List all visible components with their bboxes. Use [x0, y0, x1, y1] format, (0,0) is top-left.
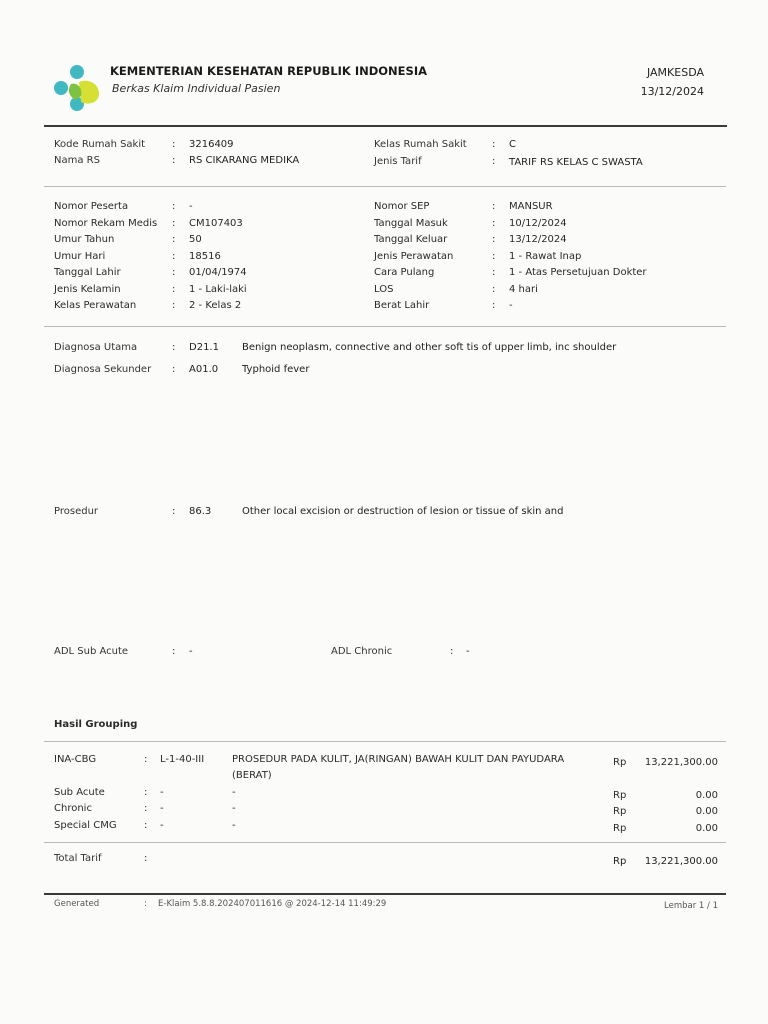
- header-divider: [44, 125, 727, 127]
- field-value: 1 - Laki-laki: [189, 283, 247, 295]
- adl-sub-acute-label: ADL Sub Acute: [54, 646, 129, 657]
- separator: :: [172, 646, 176, 657]
- separator: :: [172, 155, 176, 166]
- prosedur-desc: Other local excision or destruction of lesion or tissue of skin and: [242, 506, 564, 517]
- field-label: Tanggal Masuk: [374, 217, 448, 229]
- separator: :: [492, 217, 496, 229]
- field-label: Tanggal Lahir: [54, 267, 121, 278]
- section-divider: [44, 186, 726, 187]
- separator: :: [172, 506, 176, 517]
- diagnosa-utama-label: Diagnosa Utama: [54, 342, 138, 353]
- diagnosa-sekunder-label: Diagnosa Sekunder: [54, 364, 152, 375]
- grouping-row-currency: Rp: [613, 757, 627, 768]
- separator: :: [172, 364, 176, 375]
- field-value: MANSUR: [509, 201, 553, 212]
- field-label: Jenis Kelamin: [54, 283, 121, 295]
- grouping-row-code: L-1-40-III: [160, 754, 205, 765]
- kode-rs-value: 3216409: [189, 139, 234, 150]
- diagnosa-utama-code: D21.1: [189, 342, 219, 353]
- jenis-tarif-label: Jenis Tarif: [374, 156, 422, 167]
- separator: :: [492, 283, 496, 295]
- prosedur-label: Prosedur: [54, 506, 99, 517]
- field-label: Kelas Perawatan: [54, 300, 137, 311]
- kelas-rs-label: Kelas Rumah Sakit: [374, 139, 467, 150]
- separator: :: [450, 646, 454, 657]
- separator: :: [144, 820, 148, 831]
- grouping-row-amount: 13,221,300.00: [644, 757, 718, 768]
- field-value: 2 - Kelas 2: [189, 300, 242, 311]
- nama-rs-value: RS CIKARANG MEDIKA: [189, 155, 300, 166]
- kode-rs-label: Kode Rumah Sakit: [54, 139, 146, 150]
- diagnosa-sekunder-code: A01.0: [189, 364, 219, 375]
- separator: :: [172, 300, 176, 311]
- generated-label: Generated: [54, 899, 100, 909]
- separator: :: [172, 139, 176, 150]
- org-subtitle: Berkas Klaim Individual Pasien: [112, 82, 281, 95]
- field-value: 4 hari: [509, 283, 538, 295]
- adl-chronic-label: ADL Chronic: [331, 646, 393, 657]
- separator: :: [144, 787, 148, 798]
- adl-sub-acute-value: -: [189, 646, 193, 657]
- grouping-row-label: INA-CBG: [54, 754, 97, 765]
- separator: :: [492, 234, 496, 245]
- field-label: Jenis Perawatan: [374, 250, 454, 262]
- field-value: -: [189, 201, 193, 212]
- grouping-row-currency: Rp: [613, 790, 627, 801]
- separator: :: [172, 250, 176, 262]
- separator: :: [172, 217, 176, 229]
- grouping-row-amount: 0.00: [695, 806, 718, 817]
- field-label: Berat Lahir: [374, 300, 430, 311]
- total-tarif-label: Total Tarif: [54, 853, 102, 864]
- separator: :: [172, 201, 176, 212]
- field-value: 01/04/1974: [189, 267, 247, 278]
- ministry-logo-icon: [49, 60, 105, 116]
- prosedur-code: 86.3: [189, 506, 212, 517]
- grouping-title: Hasil Grouping: [54, 719, 138, 730]
- separator: :: [492, 250, 496, 262]
- separator: :: [172, 283, 176, 295]
- grouping-row-code: -: [160, 787, 164, 798]
- separator: :: [492, 267, 496, 278]
- separator: :: [172, 267, 176, 278]
- org-title: KEMENTERIAN KESEHATAN REPUBLIK INDONESIA: [110, 64, 428, 78]
- field-value: 13/12/2024: [509, 234, 567, 245]
- grouping-row-label: Chronic: [54, 803, 92, 814]
- diagnosa-sekunder-desc: Typhoid fever: [242, 364, 310, 375]
- generated-value: E-Klaim 5.8.8.202407011616 @ 2024-12-14 11:49:29: [158, 899, 387, 909]
- total-currency: Rp: [613, 856, 627, 867]
- grouping-row-code: -: [160, 803, 164, 814]
- page-number: Lembar 1 / 1: [664, 901, 718, 911]
- grouping-row-currency: Rp: [613, 806, 627, 817]
- grouping-row-desc: PROSEDUR PADA KULIT, JA(RINGAN) BAWAH KULIT DAN PAYUDARA: [232, 754, 565, 765]
- kelas-rs-value: C: [509, 139, 516, 150]
- field-label: Nomor Rekam Medis: [54, 217, 158, 229]
- adl-chronic-value: -: [466, 646, 470, 657]
- field-label: Nomor SEP: [374, 201, 430, 212]
- grouping-row-code: -: [160, 820, 164, 831]
- grouping-row-label: Sub Acute: [54, 787, 105, 798]
- grouping-row-amount: 0.00: [695, 823, 718, 834]
- grouping-row-desc-continued: (BERAT): [232, 770, 272, 781]
- grouping-row-label: Special CMG: [54, 820, 117, 831]
- grouping-row-desc: -: [232, 803, 236, 814]
- field-label: LOS: [374, 283, 394, 295]
- field-label: Nomor Peserta: [54, 201, 129, 212]
- section-divider: [44, 842, 726, 843]
- grouping-row-currency: Rp: [613, 823, 627, 834]
- separator: :: [492, 201, 496, 212]
- field-label: Umur Tahun: [54, 234, 115, 245]
- separator: :: [144, 803, 148, 814]
- field-value: 1 - Atas Persetujuan Dokter: [509, 267, 647, 278]
- total-amount: 13,221,300.00: [644, 856, 718, 867]
- program-name: JAMKESDA: [646, 66, 704, 79]
- field-label: Cara Pulang: [374, 267, 435, 278]
- footer-divider: [44, 893, 726, 895]
- separator: :: [492, 139, 496, 150]
- field-value: 10/12/2024: [509, 217, 567, 229]
- grouping-row-desc: -: [232, 820, 236, 831]
- field-value: CM107403: [189, 217, 243, 229]
- field-label: Umur Hari: [54, 250, 106, 262]
- header-date: 13/12/2024: [640, 85, 704, 98]
- separator: :: [144, 754, 148, 765]
- diagnosa-utama-desc: Benign neoplasm, connective and other soft tis of upper limb, inc shoulder: [242, 342, 617, 353]
- separator: :: [172, 234, 176, 245]
- separator: :: [172, 342, 176, 353]
- field-value: 18516: [189, 250, 221, 262]
- separator: :: [492, 300, 496, 311]
- field-label: Tanggal Keluar: [374, 234, 448, 245]
- field-value: 50: [189, 234, 202, 245]
- section-divider: [44, 741, 726, 742]
- separator: :: [144, 853, 148, 864]
- section-divider: [44, 326, 726, 327]
- nama-rs-label: Nama RS: [54, 155, 100, 166]
- jenis-tarif-value: TARIF RS KELAS C SWASTA: [509, 157, 643, 168]
- separator: :: [144, 899, 147, 909]
- grouping-row-amount: 0.00: [695, 790, 718, 801]
- field-value: 1 - Rawat Inap: [509, 250, 582, 262]
- grouping-row-desc: -: [232, 787, 236, 798]
- field-value: -: [509, 300, 513, 311]
- separator: :: [492, 156, 496, 167]
